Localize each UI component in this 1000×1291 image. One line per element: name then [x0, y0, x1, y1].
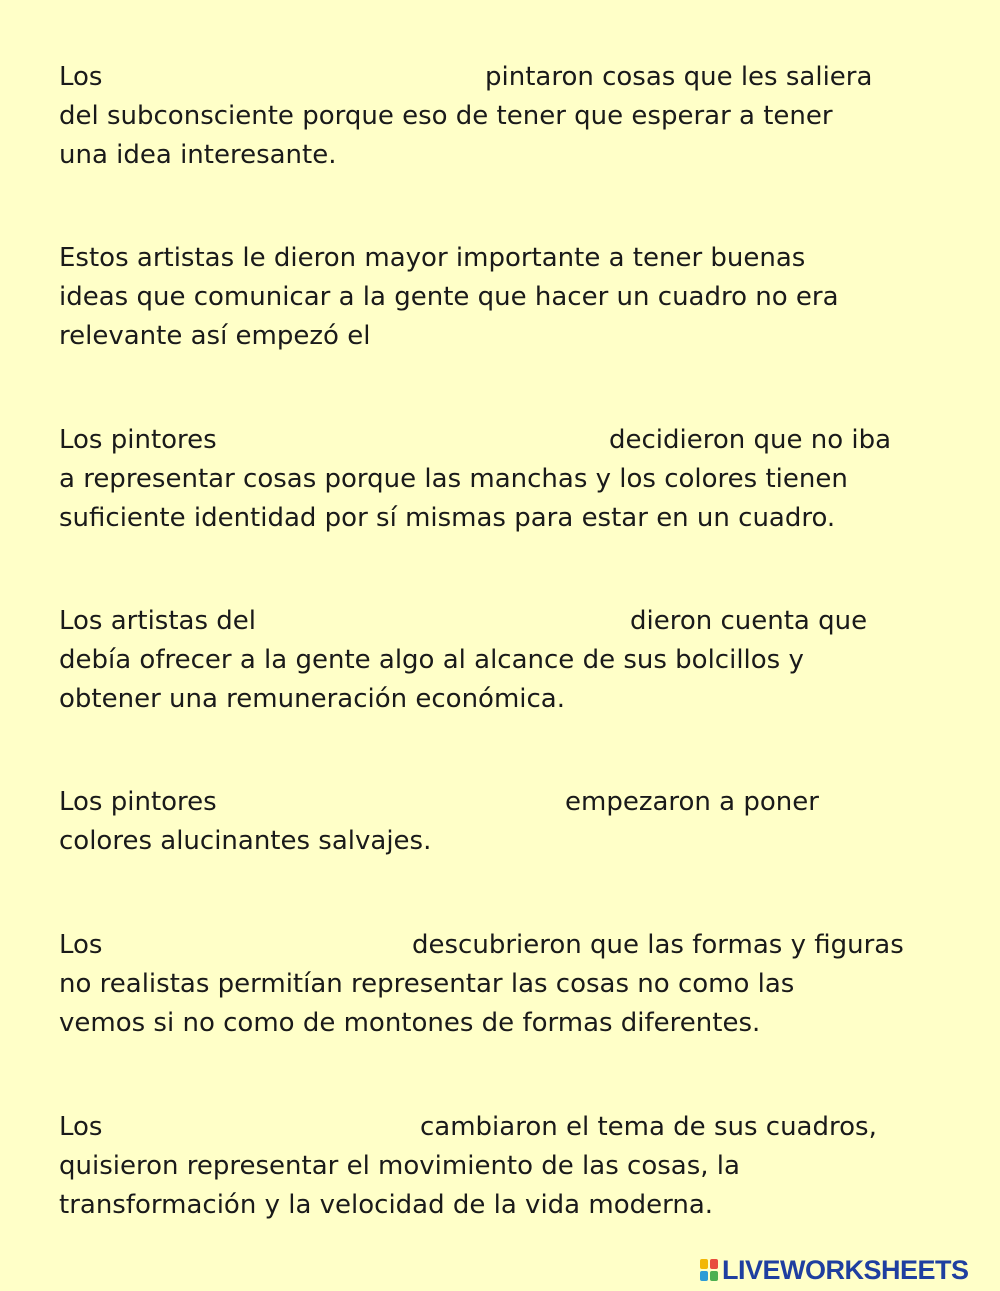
text-segment: Los pintores	[59, 425, 217, 455]
text-segment: del subconsciente porque eso de tener que esperar a tener	[59, 101, 833, 131]
text-segment: ideas que comunicar a la gente que hacer un cuadro no era	[59, 282, 839, 312]
line	[59, 783, 959, 822]
text-segment: quisieron representar el movimiento de las cosas, la	[59, 1151, 740, 1181]
line	[59, 822, 959, 861]
line	[59, 641, 959, 680]
line	[59, 965, 959, 1004]
text-segment: cambiaron el tema de sus cuadros,	[420, 1112, 877, 1142]
text-segment: vemos si no como de montones de formas diferentes.	[59, 1008, 761, 1038]
line	[59, 97, 959, 136]
paragraph-1	[59, 58, 959, 175]
text-segment: Los artistas del	[59, 606, 256, 636]
answer-blank-4[interactable]	[274, 606, 619, 638]
text-segment: suficiente identidad por sí mismas para estar en un cuadro.	[59, 503, 836, 533]
answer-blank-7[interactable]	[119, 1112, 409, 1144]
line	[59, 1004, 959, 1043]
line	[59, 58, 959, 97]
answer-blank-5[interactable]	[234, 787, 554, 819]
paragraph-5	[59, 783, 959, 861]
text-segment: a representar cosas porque las manchas y los colores tienen	[59, 464, 848, 494]
text-segment: decidieron que no iba	[609, 425, 892, 455]
logo-mark-icon	[699, 1258, 719, 1282]
text-segment: pintaron cosas que les saliera	[485, 62, 873, 92]
line	[59, 460, 959, 499]
answer-blank-1[interactable]	[119, 62, 474, 94]
text-segment: descubrieron que las formas y figuras	[412, 930, 904, 960]
text-segment: relevante así empezó el	[59, 321, 371, 351]
line	[59, 926, 959, 965]
line	[59, 1147, 959, 1186]
line	[59, 680, 959, 719]
text-segment: colores alucinantes salvajes.	[59, 826, 432, 856]
line	[59, 499, 959, 538]
answer-blank-2[interactable]	[414, 321, 854, 353]
answer-blank-3[interactable]	[234, 425, 599, 457]
text-segment: dieron cuenta que	[630, 606, 868, 636]
line	[59, 1186, 959, 1225]
text-segment: transformación y la velocidad de la vida moderna.	[59, 1190, 714, 1220]
line	[59, 421, 959, 460]
paragraph-6	[59, 926, 959, 1043]
text-segment: Los pintores	[59, 787, 217, 817]
line	[59, 602, 959, 641]
line	[59, 317, 959, 356]
paragraph-7	[59, 1108, 959, 1225]
text-segment: Los	[59, 1112, 103, 1142]
line	[59, 278, 959, 317]
line	[59, 136, 959, 175]
text-segment: empezaron a poner	[565, 787, 819, 817]
paragraph-3	[59, 421, 959, 538]
liveworksheets-logo	[699, 1255, 969, 1285]
text-segment: una idea interesante.	[59, 140, 337, 170]
line	[59, 1108, 959, 1147]
paragraph-2	[59, 239, 959, 356]
text-segment: Los	[59, 930, 103, 960]
line	[59, 239, 959, 278]
text-segment: Estos artistas le dieron mayor importante a tener buenas	[59, 243, 806, 273]
text-segment: no realistas permitían representar las cosas no como las	[59, 969, 795, 999]
text-segment: Los	[59, 62, 103, 92]
paragraph-4	[59, 602, 959, 719]
text-segment: obtener una remuneración económica.	[59, 684, 565, 714]
text-segment: debía ofrecer a la gente algo al alcance de sus bolcillos y	[59, 645, 804, 675]
answer-blank-6[interactable]	[119, 930, 399, 962]
logo-text: LIVEWORKSHEETS	[722, 1254, 969, 1285]
